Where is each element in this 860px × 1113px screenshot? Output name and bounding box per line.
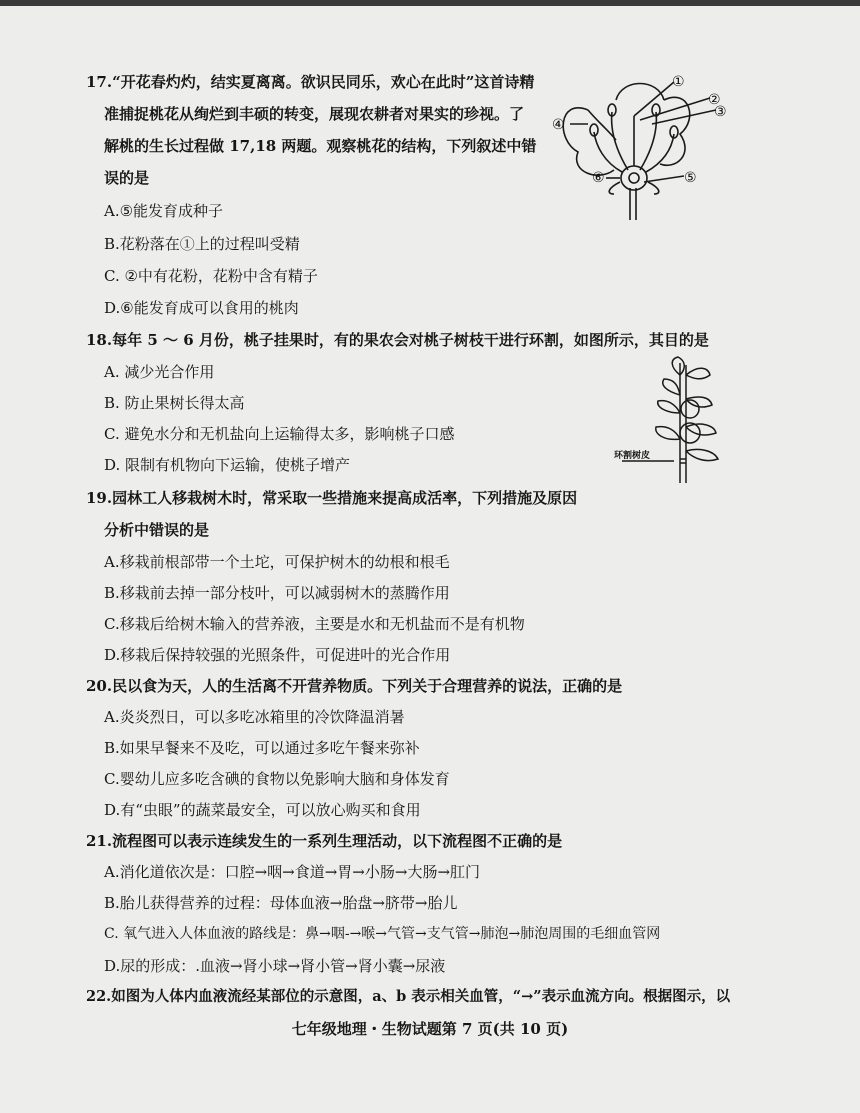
q19-stem-line-2: 分析中错误的是: [104, 521, 210, 539]
q21-option-b: B.胎儿获得营养的过程：母体血液→胎盘→脐带→胎儿: [104, 894, 458, 912]
flower-label-6: ⑥: [592, 170, 605, 186]
q21-option-c: C. 氧气进入人体血液的路线是：鼻→咽-→喉→气管→支气管→肺泡→肺泡周围的毛细血管网: [104, 926, 661, 942]
q20-option-a: A.炎炎烈日，可以多吃冰箱里的冷饮降温消暑: [104, 708, 405, 726]
q21-option-d: D.尿的形成：.血液→肾小球→肾小管→肾小囊→尿液: [104, 957, 446, 975]
q20-option-d: D.有“虫眼”的蔬菜最安全，可以放心购买和食用: [104, 801, 421, 819]
q19-option-a: A.移栽前根部带一个土坨，可保护树木的幼根和根毛: [104, 553, 450, 571]
q17-option-c: C. ②中有花粉，花粉中含有精子: [104, 267, 318, 285]
q19-option-d: D.移栽后保持较强的光照条件，可促进叶的光合作用: [104, 646, 451, 664]
q22-stem: 22.如图为人体内血液流经某部位的示意图，a、b 表示相关血管，“→”表示血流方向。根据图示，以: [86, 988, 731, 1005]
girdling-label: 环割树皮: [614, 451, 651, 461]
q17-stem-line-4: 误的是: [104, 169, 150, 187]
q17-stem-line-1: 17.“开花春灼灼，结实夏离离。欲识民同乐，欢心在此时”这首诗精: [86, 73, 535, 91]
q17-stem-line-3: 解桃的生长过程做 17,18 两题。观察桃花的结构，下列叙述中错: [104, 137, 537, 155]
peach-flower-figure: [548, 70, 738, 220]
q20-option-b: B.如果早餐来不及吃，可以通过多吃午餐来弥补: [104, 739, 420, 757]
page-footer: 七年级地理・生物试题第 7 页(共 10 页): [291, 1020, 569, 1038]
q19-option-c: C.移栽后给树木输入的营养液，主要是水和无机盐而不是有机物: [104, 615, 525, 633]
q19-stem-line-1: 19.园林工人移栽树木时，常采取一些措施来提高成活率，下列措施及原因: [86, 489, 578, 507]
q18-option-a: A. 减少光合作用: [104, 363, 215, 381]
q18-stem: 18.每年 5 ～ 6 月份，桃子挂果时，有的果农会对桃子树枝干进行环割，如图所示，其目的是: [86, 331, 709, 349]
q20-stem: 20.民以食为天，人的生活离不开营养物质。下列关于合理营养的说法，正确的是: [86, 677, 623, 695]
q17-option-b: B.花粉落在①上的过程叫受精: [104, 235, 300, 253]
q18-option-c: C. 避免水分和无机盐向上运输得太多，影响桃子口感: [104, 425, 455, 443]
flower-label-5: ⑤: [684, 170, 697, 186]
q21-option-a: A.消化道依次是：口腔→咽→食道→胃→小肠→大肠→肛门: [104, 863, 481, 881]
flower-label-2: ②: [708, 92, 721, 108]
flower-label-3: ③: [714, 104, 727, 120]
q18-option-b: B. 防止果树长得太高: [104, 394, 245, 412]
q17-option-a: A.⑤能发育成种子: [104, 202, 224, 220]
flower-label-4: ④: [552, 117, 565, 133]
q17-stem-line-2: 准捕捉桃花从绚烂到丰硕的转变，展现农耕者对果实的珍视。了: [104, 105, 525, 123]
girdled-branch-figure: [614, 355, 744, 485]
q21-stem: 21.流程图可以表示连续发生的一系列生理活动，以下流程图不正确的是: [86, 832, 563, 850]
q19-option-b: B.移栽前去掉一部分枝叶，可以减弱树木的蒸腾作用: [104, 584, 450, 602]
q17-option-d: D.⑥能发育成可以食用的桃肉: [104, 299, 299, 317]
q18-option-d: D. 限制有机物向下运输，使桃子增产: [104, 456, 351, 474]
flower-label-1: ①: [672, 74, 685, 90]
q20-option-c: C.婴幼儿应多吃含碘的食物以免影响大脑和身体发育: [104, 770, 450, 788]
